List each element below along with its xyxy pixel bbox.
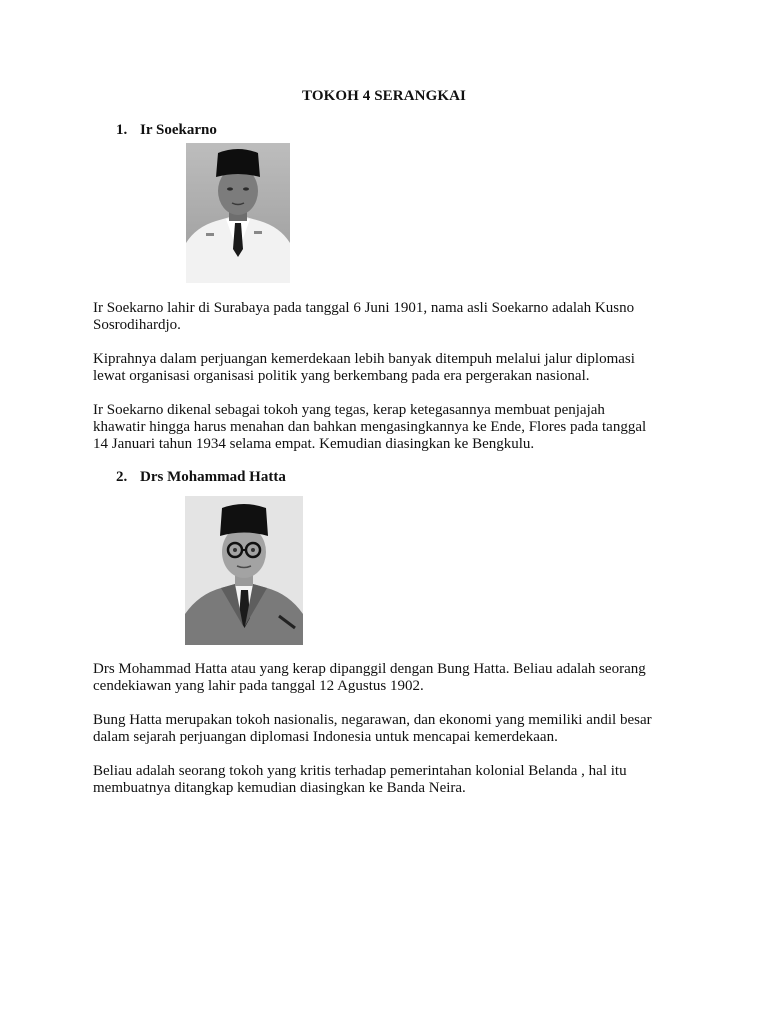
portrait-hatta [185,496,303,645]
document-title: TOKOH 4 SERANGKAI [302,88,466,104]
section-number: 1. [116,122,128,138]
paragraph-soekarno-3: Ir Soekarno dikenal sebagai tokoh yang tegas, kerap ketegasannya membuat penjajah khawatir hingga harus menahan dan bahkan mengasingkannya ke Ende, Flores pada tanggal 14 Januari tahun 1934 selama empat. Kemudian diasingkan ke Bengkulu. [93,402,647,452]
paragraph-hatta-1: Drs Mohammad Hatta atau yang kerap dipanggil dengan Bung Hatta. Beliau adalah seorang cendekiawan yang lahir pada tanggal 12 Agustus 1902. [93,661,646,694]
paragraph-hatta-2: Bung Hatta merupakan tokoh nasionalis, negarawan, dan ekonomi yang memiliki andil besar dalam sejarah perjuangan diplomasi Indonesia untuk mencapai kemerdekaan. [93,712,652,745]
section-number: 2. [116,469,128,485]
paragraph-soekarno-1: Ir Soekarno lahir di Surabaya pada tanggal 6 Juni 1901, nama asli Soekarno adalah Kusno Sosrodihardjo. [93,300,635,333]
paragraph-soekarno-2: Kiprahnya dalam perjuangan kemerdekaan lebih banyak ditempuh melalui jalur diplomasi lewat organisasi organisasi politik yang berkembang pada era pergerakan nasional. [93,351,635,384]
section-heading-soekarno [116,122,217,139]
section-name: Drs Mohammad Hatta [140,469,286,485]
paragraph-hatta-3: Beliau adalah seorang tokoh yang kritis terhadap pemerintahan kolonial Belanda , hal itu membuatnya ditangkap kemudian diasingkan ke Banda Neira. [93,763,627,796]
section-heading-hatta [116,469,286,486]
section-name: Ir Soekarno [140,122,217,138]
portrait-soekarno [186,143,290,283]
